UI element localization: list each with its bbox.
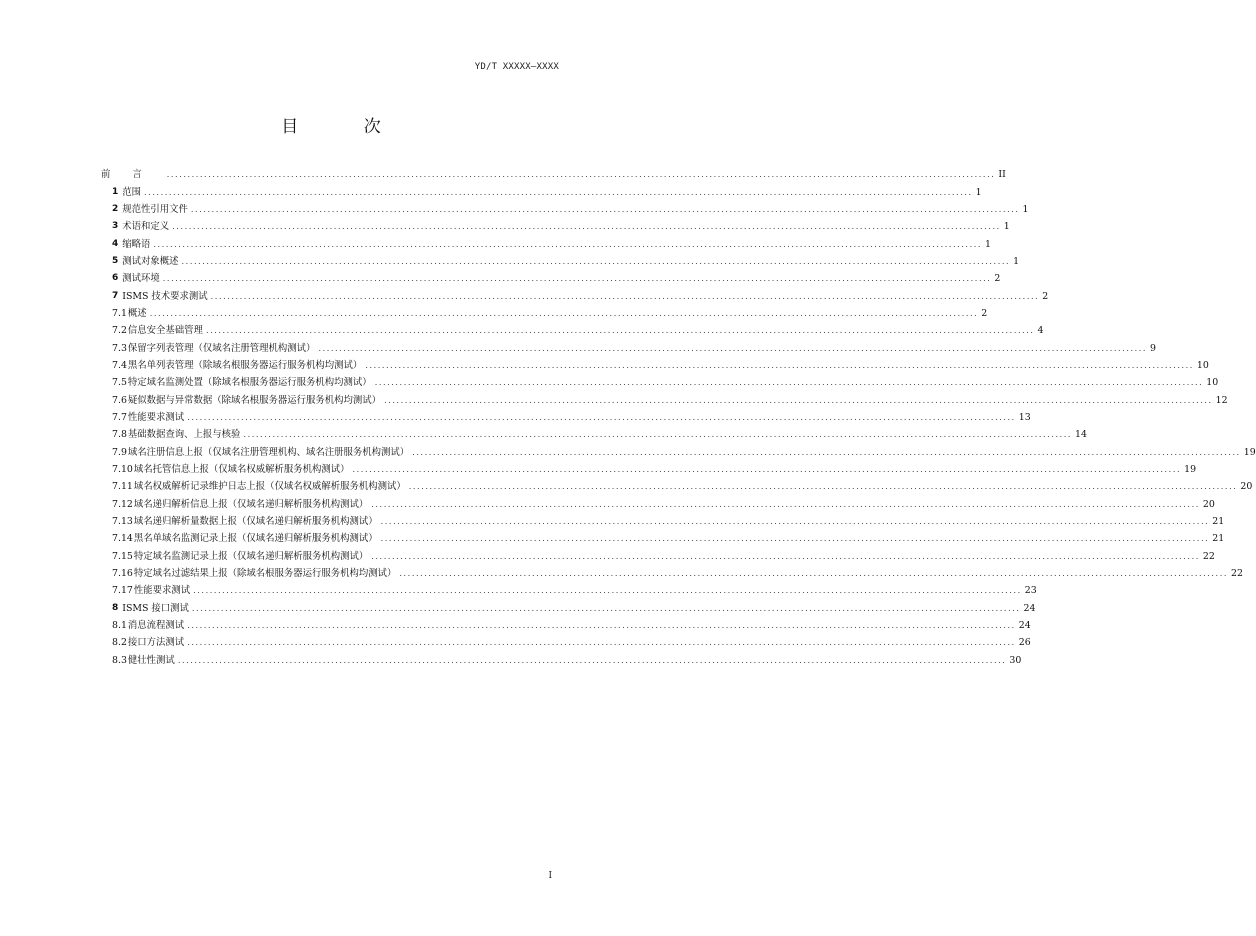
toc-entry[interactable]	[101, 513, 1225, 530]
toc-entry-title: 特定域名监测记录上报（仅域名递归解析服务机构测试）	[133, 550, 369, 562]
toc-entry-title: ISMS 接口测试	[122, 602, 189, 614]
toc-entry-title: 前言	[101, 169, 164, 181]
toc-leader-dots: ........................................................................................................................................................................................................	[371, 551, 1200, 561]
toc-entry-page: 9	[1150, 342, 1156, 354]
toc-entry-page: 12	[1215, 394, 1228, 406]
toc-entry-page: 1	[1003, 221, 1010, 233]
toc-entry-page: 24	[1023, 602, 1036, 614]
toc-entry[interactable]	[101, 444, 1256, 461]
toc-entry[interactable]	[101, 374, 1219, 391]
toc-entry[interactable]	[101, 617, 1031, 634]
toc-entry[interactable]	[101, 287, 1049, 304]
toc-entry-title: 缩略语	[122, 238, 151, 250]
toc-leader-dots: ........................................................................................................................................................................................................	[412, 447, 1241, 457]
toc-entry-number: 8	[112, 602, 119, 613]
toc-entry-title: 特定域名过滤结果上报（除域名根服务器运行服务机构均测试）	[133, 568, 397, 580]
toc-leader-dots: ........................................................................................................................................................................................................	[187, 621, 1016, 631]
toc-entry-title: 信息安全基础管理	[127, 325, 203, 337]
toc-entry-title: 黑名单列表管理（除域名根服务器运行服务机构均测试）	[127, 359, 363, 371]
toc-entry-title: 域名递归解析信息上报（仅域名递归解析服务机构测试）	[133, 498, 369, 510]
toc-leader-dots: ........................................................................................................................................................................................................	[210, 291, 1040, 301]
toc-entry-page: 23	[1024, 585, 1037, 597]
toc-entry[interactable]	[101, 548, 1215, 565]
toc-leader-dots: ........................................................................................................................................................................................................	[191, 603, 1021, 613]
toc-entry-page: 14	[1075, 429, 1087, 441]
toc-entry-number: 8.2	[112, 637, 127, 649]
toc-entry[interactable]	[101, 634, 1031, 651]
toc-leader-dots: ........................................................................................................................................................................................................	[166, 170, 996, 180]
toc-entry-page: 20	[1240, 481, 1253, 493]
toc-entry-title: 测试环境	[122, 273, 160, 285]
toc-entry[interactable]	[101, 201, 1029, 218]
toc-entry-number: 2	[112, 203, 119, 214]
toc-entry-title: 术语和定义	[122, 221, 170, 233]
toc-entry[interactable]	[101, 478, 1253, 495]
toc-entry-page: 24	[1018, 620, 1031, 632]
toc-entry-page: 19	[1184, 464, 1197, 476]
toc-entry-page: 10	[1206, 377, 1219, 389]
toc-entry-number: 7.6	[112, 394, 127, 406]
toc-leader-dots: ........................................................................................................................................................................................................	[172, 222, 1001, 232]
toc-entry-page: 4	[1037, 325, 1044, 337]
toc-entry-title: 测试对象概述	[122, 255, 179, 267]
toc-leader-dots: ........................................................................................................................................................................................................	[187, 412, 1016, 422]
toc-leader-dots: ........................................................................................................................................................................................................	[365, 360, 1194, 370]
toc-entry-number: 7	[112, 290, 119, 301]
toc-entry-number: 7.11	[112, 481, 133, 493]
toc-entry-title: 疑似数据与异常数据（除域名根服务器运行服务机构均测试）	[127, 394, 382, 406]
toc-entry-page: 13	[1018, 411, 1031, 423]
toc-entry[interactable]	[101, 305, 988, 322]
toc-entry-number: 7.17	[112, 585, 133, 597]
toc-entry-page: 1	[975, 186, 982, 198]
toc-leader-dots: ........................................................................................................................................................................................................	[193, 586, 1022, 596]
toc-leader-dots: ........................................................................................................................................................................................................	[380, 517, 1210, 527]
toc-leader-dots: ........................................................................................................................................................................................................	[153, 239, 982, 249]
toc-entry[interactable]	[101, 166, 1006, 183]
toc-entry-page: II	[998, 169, 1006, 181]
toc-entry-title: 范围	[122, 186, 142, 198]
toc-leader-dots: ........................................................................................................................................................................................................	[205, 326, 1035, 336]
toc-entry-number: 8.1	[112, 620, 127, 632]
toc-entry-page: 2	[1042, 290, 1049, 302]
toc-entry[interactable]	[101, 565, 1243, 582]
toc-entry-page: 21	[1212, 533, 1225, 545]
toc-entry-title: 域名注册信息上报（仅域名注册管理机构、域名注册服务机构测试）	[127, 446, 410, 458]
toc-leader-dots: ........................................................................................................................................................................................................	[162, 274, 992, 284]
toc-entry-title: 特定域名监测处置（除域名根服务器运行服务机构均测试）	[127, 377, 372, 389]
toc-entry[interactable]	[101, 270, 1001, 287]
toc-entry[interactable]	[101, 322, 1044, 339]
toc-entry-title: 性能要求测试	[127, 411, 185, 423]
toc-leader-dots: ........................................................................................................................................................................................................	[243, 430, 1073, 440]
toc-entry[interactable]	[101, 600, 1036, 617]
document-code: YD/T XXXXX—XXXX	[474, 62, 559, 72]
table-of-contents	[101, 166, 1256, 669]
toc-entry-title: 黑名单域名监测记录上报（仅域名递归解析服务机构测试）	[133, 533, 378, 545]
toc-entry-page: 2	[994, 273, 1001, 285]
toc-entry-number: 7.7	[112, 411, 127, 423]
toc-entry-page: 20	[1202, 498, 1215, 510]
toc-entry-number: 7.12	[112, 498, 133, 510]
toc-entry-title: 基础数据查询、上报与核验	[127, 429, 241, 441]
toc-entry-title: 消息流程测试	[127, 620, 185, 632]
toc-entry-page: 21	[1212, 516, 1225, 528]
toc-entry[interactable]	[101, 357, 1209, 374]
toc-entry[interactable]	[101, 426, 1087, 443]
toc-entry[interactable]	[101, 652, 1022, 669]
toc-leader-dots: ........................................................................................................................................................................................................	[190, 204, 1020, 214]
toc-entry-number: 8.3	[112, 654, 127, 666]
toc-leader-dots: ........................................................................................................................................................................................................	[144, 187, 973, 197]
toc-entry[interactable]	[101, 235, 991, 252]
toc-entry-number: 7.10	[112, 464, 133, 476]
toc-entry-page: 1	[1013, 255, 1020, 267]
toc-leader-dots: ........................................................................................................................................................................................................	[374, 378, 1204, 388]
toc-entry-number: 7.4	[112, 359, 127, 371]
toc-leader-dots: ........................................................................................................................................................................................................	[352, 465, 1182, 475]
toc-entry-page: 22	[1230, 568, 1243, 580]
toc-entry-number: 7.1	[112, 307, 127, 319]
toc-entry-title: 性能要求测试	[133, 585, 191, 597]
toc-entry[interactable]	[101, 183, 982, 200]
toc-entry-title: 规范性引用文件	[122, 203, 188, 215]
toc-leader-dots: ........................................................................................................................................................................................................	[177, 655, 1007, 665]
toc-entry-number: 7.5	[112, 377, 127, 389]
toc-entry-number: 7.2	[112, 325, 127, 337]
toc-leader-dots: ........................................................................................................................................................................................................	[181, 256, 1011, 266]
toc-entry-number: 7.13	[112, 516, 133, 528]
toc-entry[interactable]	[101, 496, 1215, 513]
toc-entry-page: 22	[1202, 550, 1215, 562]
toc-entry-page: 10	[1196, 359, 1209, 371]
page-number: I	[548, 871, 552, 881]
toc-entry-number: 5	[112, 255, 119, 266]
toc-entry-number: 7.14	[112, 533, 133, 545]
toc-entry-title: 域名托管信息上报（仅域名权威解析服务机构测试）	[133, 464, 350, 476]
toc-entry-title: 概述	[127, 307, 147, 319]
toc-entry-title: ISMS 技术要求测试	[122, 290, 208, 302]
toc-entry-title: 健壮性测试	[127, 654, 175, 666]
toc-entry-number: 7.8	[112, 429, 127, 441]
toc-entry-number: 7.3	[112, 342, 127, 354]
toc-entry[interactable]	[101, 461, 1197, 478]
toc-entry[interactable]	[101, 582, 1037, 599]
toc-entry-number: 4	[112, 238, 119, 249]
toc-entry-title: 域名递归解析量数据上报（仅域名递归解析服务机构测试）	[133, 516, 378, 528]
toc-entry-page: 30	[1009, 654, 1022, 666]
toc-entry-number: 6	[112, 273, 119, 284]
toc-entry-page: 1	[985, 238, 991, 250]
toc-entry[interactable]	[101, 218, 1010, 235]
toc-entry-number: 7.16	[112, 568, 133, 580]
toc-entry-page: 2	[981, 307, 988, 319]
page-title: 目 次	[281, 117, 411, 137]
toc-entry-title: 接口方法测试	[127, 637, 185, 649]
toc-entry[interactable]	[101, 253, 1020, 270]
toc-entry[interactable]	[101, 391, 1228, 408]
toc-leader-dots: ........................................................................................................................................................................................................	[318, 343, 1148, 353]
toc-entry-number: 1	[112, 186, 119, 197]
toc-leader-dots: ........................................................................................................................................................................................................	[149, 308, 979, 318]
toc-entry[interactable]	[101, 409, 1031, 426]
toc-entry-page: 1	[1022, 203, 1029, 215]
toc-entry-number: 7.15	[112, 550, 133, 562]
toc-leader-dots: ........................................................................................................................................................................................................	[408, 482, 1238, 492]
toc-entry-number: 3	[112, 221, 119, 232]
toc-entry[interactable]	[101, 530, 1225, 547]
toc-entry-title: 保留字列表管理（仅域名注册管理机构测试）	[127, 342, 316, 354]
toc-leader-dots: ........................................................................................................................................................................................................	[371, 499, 1200, 509]
toc-entry-number: 7.9	[112, 446, 127, 458]
toc-leader-dots: ........................................................................................................................................................................................................	[384, 395, 1213, 405]
toc-entry-page: 19	[1243, 446, 1256, 458]
toc-leader-dots: ........................................................................................................................................................................................................	[187, 638, 1016, 648]
toc-entry[interactable]	[101, 339, 1156, 356]
toc-entry-page: 26	[1018, 637, 1031, 649]
toc-leader-dots: ........................................................................................................................................................................................................	[380, 534, 1210, 544]
toc-entry-title: 域名权威解析记录维护日志上报（仅域名权威解析服务机构测试）	[133, 481, 406, 493]
toc-leader-dots: ........................................................................................................................................................................................................	[399, 569, 1228, 579]
